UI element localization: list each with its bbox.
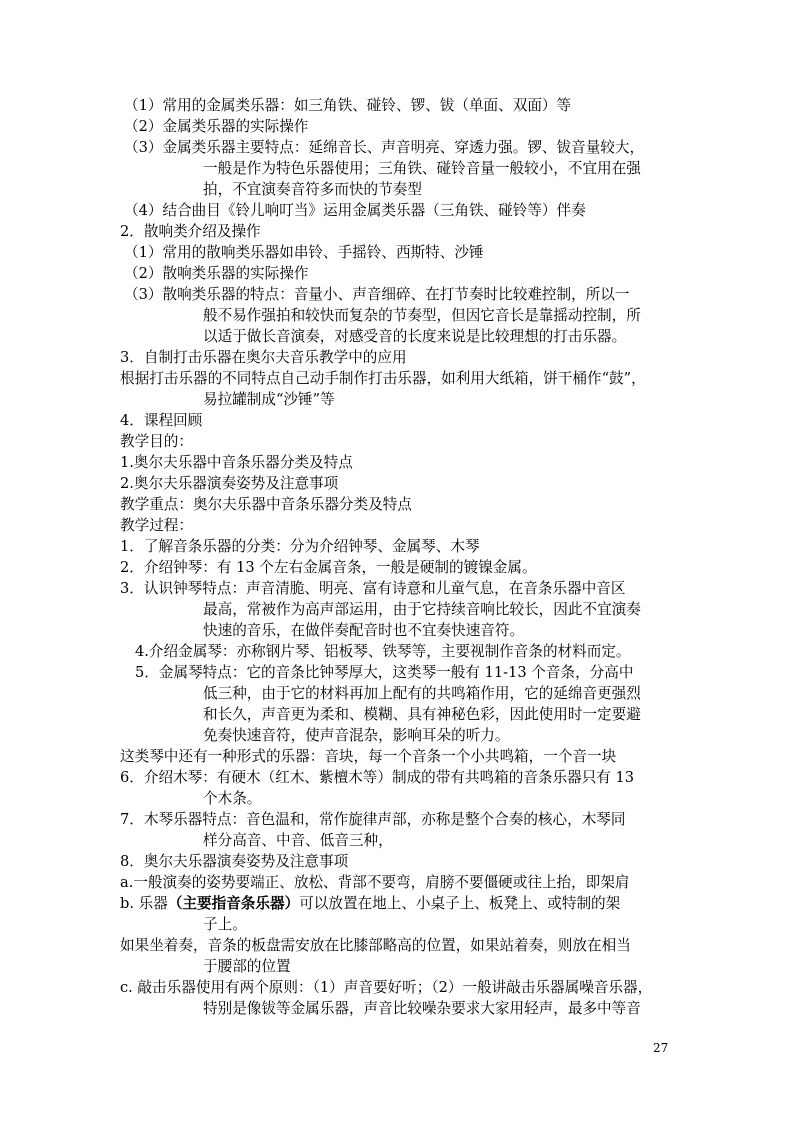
text-line: 快速的音乐，在做伴奏配音时也不宜奏快速音符。 (203, 622, 525, 639)
text-line: c. 敲击乐器使用有两个原则：（1）声音要好听；（2）一般讲敲击乐器属噪音乐器， (120, 979, 653, 996)
text-line: 最高，常被作为高声部运用，由于它持续音响比较长，因此不宜演奏 (203, 601, 641, 618)
text-line: 2．介绍钟琴：有 13 个左右金属音条，一般是硬制的镀镍金属。 (120, 559, 537, 576)
text-line: 这类琴中还有一种形式的乐器：音块，每一个音条一个小共鸣箱，一个音一块 (120, 748, 617, 765)
text-line: 样分高音、中音、低音三种， (203, 832, 393, 849)
text-line: 教学过程： (120, 517, 193, 534)
text-line: 2．散响类介绍及操作 (120, 223, 261, 240)
text-line: 4．课程回顾 (120, 412, 203, 429)
text-line: 于腰部的位置 (203, 958, 291, 975)
text-line: 5．金属琴特点：它的音条比钟琴厚大，这类琴一般有 11-13 个音条，分高中 (135, 664, 634, 681)
text-line: a.一般演奏的姿势要端正、放松、背部不要弯，肩膀不要僵硬或往上抬，即架肩 (120, 874, 630, 891)
text-line: （3）散响类乐器的特点：音量小、声音细碎、在打节奏时比较难控制，所以一 (124, 286, 630, 303)
text-line: 教学重点：奥尔夫乐器中音条乐器分类及特点 (120, 496, 412, 513)
text-line: （2）金属类乐器的实际操作 (124, 118, 309, 135)
text-line: 一般是作为特色乐器使用；三角铁、碰铃音量一般较小，不宜用在强 (203, 160, 641, 177)
text-line: （3）金属类乐器主要特点：延绵音长、声音明亮、穿透力强。锣、钹音量较大， (124, 139, 645, 156)
text-line: 1．了解音条乐器的分类：分为介绍钟琴、金属琴、木琴 (120, 538, 480, 555)
text-line: 6．介绍木琴：有硬木（红木、紫檀木等）制成的带有共鸣箱的音条乐器只有 13 (120, 769, 635, 786)
text-line: 免奏快速音符，使声音混杂，影响耳朵的听力。 (203, 727, 510, 744)
text-run: 可以放置在地上、小桌子上、板凳上、或特制的架 (299, 895, 621, 912)
text-line: 个木条。 (203, 790, 262, 807)
text-line: 低三种，由于它的材料再加上配有的共鸣箱作用，它的延绵音更强烈 (203, 685, 641, 702)
text-line: 1.奥尔夫乐器中音条乐器分类及特点 (120, 454, 353, 471)
text-line: 7．木琴乐器特点：音色温和，常作旋律声部，亦称是整个合奏的核心，木琴同 (120, 811, 626, 828)
text-line: 3．自制打击乐器在奥尔夫音乐教学中的应用 (120, 349, 407, 366)
text-line: 教学目的： (120, 433, 193, 450)
text-line: （1）常用的散响类乐器如串铃、手摇铃、西斯特、沙锤 (124, 244, 484, 261)
text-line: 4.介绍金属琴：亦称钢片琴、铝板琴、铁琴等，主要视制作音条的材料而定。 (135, 643, 631, 660)
text-line: （2）散响类乐器的实际操作 (124, 265, 309, 282)
text-line: （4）结合曲目《铃儿响叮当》运用金属类乐器（三角铁、碰铃等）伴奏 (124, 202, 586, 219)
text-line: 拍，不宜演奏音符多而快的节奏型 (203, 181, 422, 198)
text-line: 8．奥尔夫乐器演奏姿势及注意事项 (120, 853, 349, 870)
text-line (120, 893, 620, 914)
text-line: 般不易作强拍和较快而复杂的节奏型，但因它音长是靠摇动控制，所 (203, 307, 641, 324)
page-number: 27 (653, 1041, 669, 1055)
text-run: b. 乐器 (120, 895, 168, 912)
text-line: 特别是像钹等金属乐器，声音比较噪杂要求大家用轻声，最多中等音 (203, 1000, 641, 1017)
text-line: 3．认识钟琴特点：声音清脆、明亮、富有诗意和儿童气息，在音条乐器中音区 (120, 580, 626, 597)
text-line: 根据打击乐器的不同特点自己动手制作打击乐器，如利用大纸箱，饼干桶作“鼓”， (120, 370, 646, 387)
text-line: （1）常用的金属类乐器：如三角铁、碰铃、锣、钹（单面、双面）等 (124, 97, 572, 114)
text-line: 和长久，声音更为柔和、模糊、具有神秘色彩，因此使用时一定要避 (203, 706, 641, 723)
text-line: 2.奥尔夫乐器演奏姿势及注意事项 (120, 475, 339, 492)
text-line: 如果坐着奏，音条的板盘需安放在比膝部略高的位置，如果站着奏，则放在相当 (120, 937, 631, 954)
text-line: 以适于做长音演奏，对感受音的长度来说是比较理想的打击乐器。 (203, 328, 627, 345)
bold-text-run: （主要指音条乐器） (167, 895, 300, 912)
text-line: 子上。 (203, 916, 247, 933)
text-line: 易拉罐制成“沙锤”等 (203, 391, 335, 408)
